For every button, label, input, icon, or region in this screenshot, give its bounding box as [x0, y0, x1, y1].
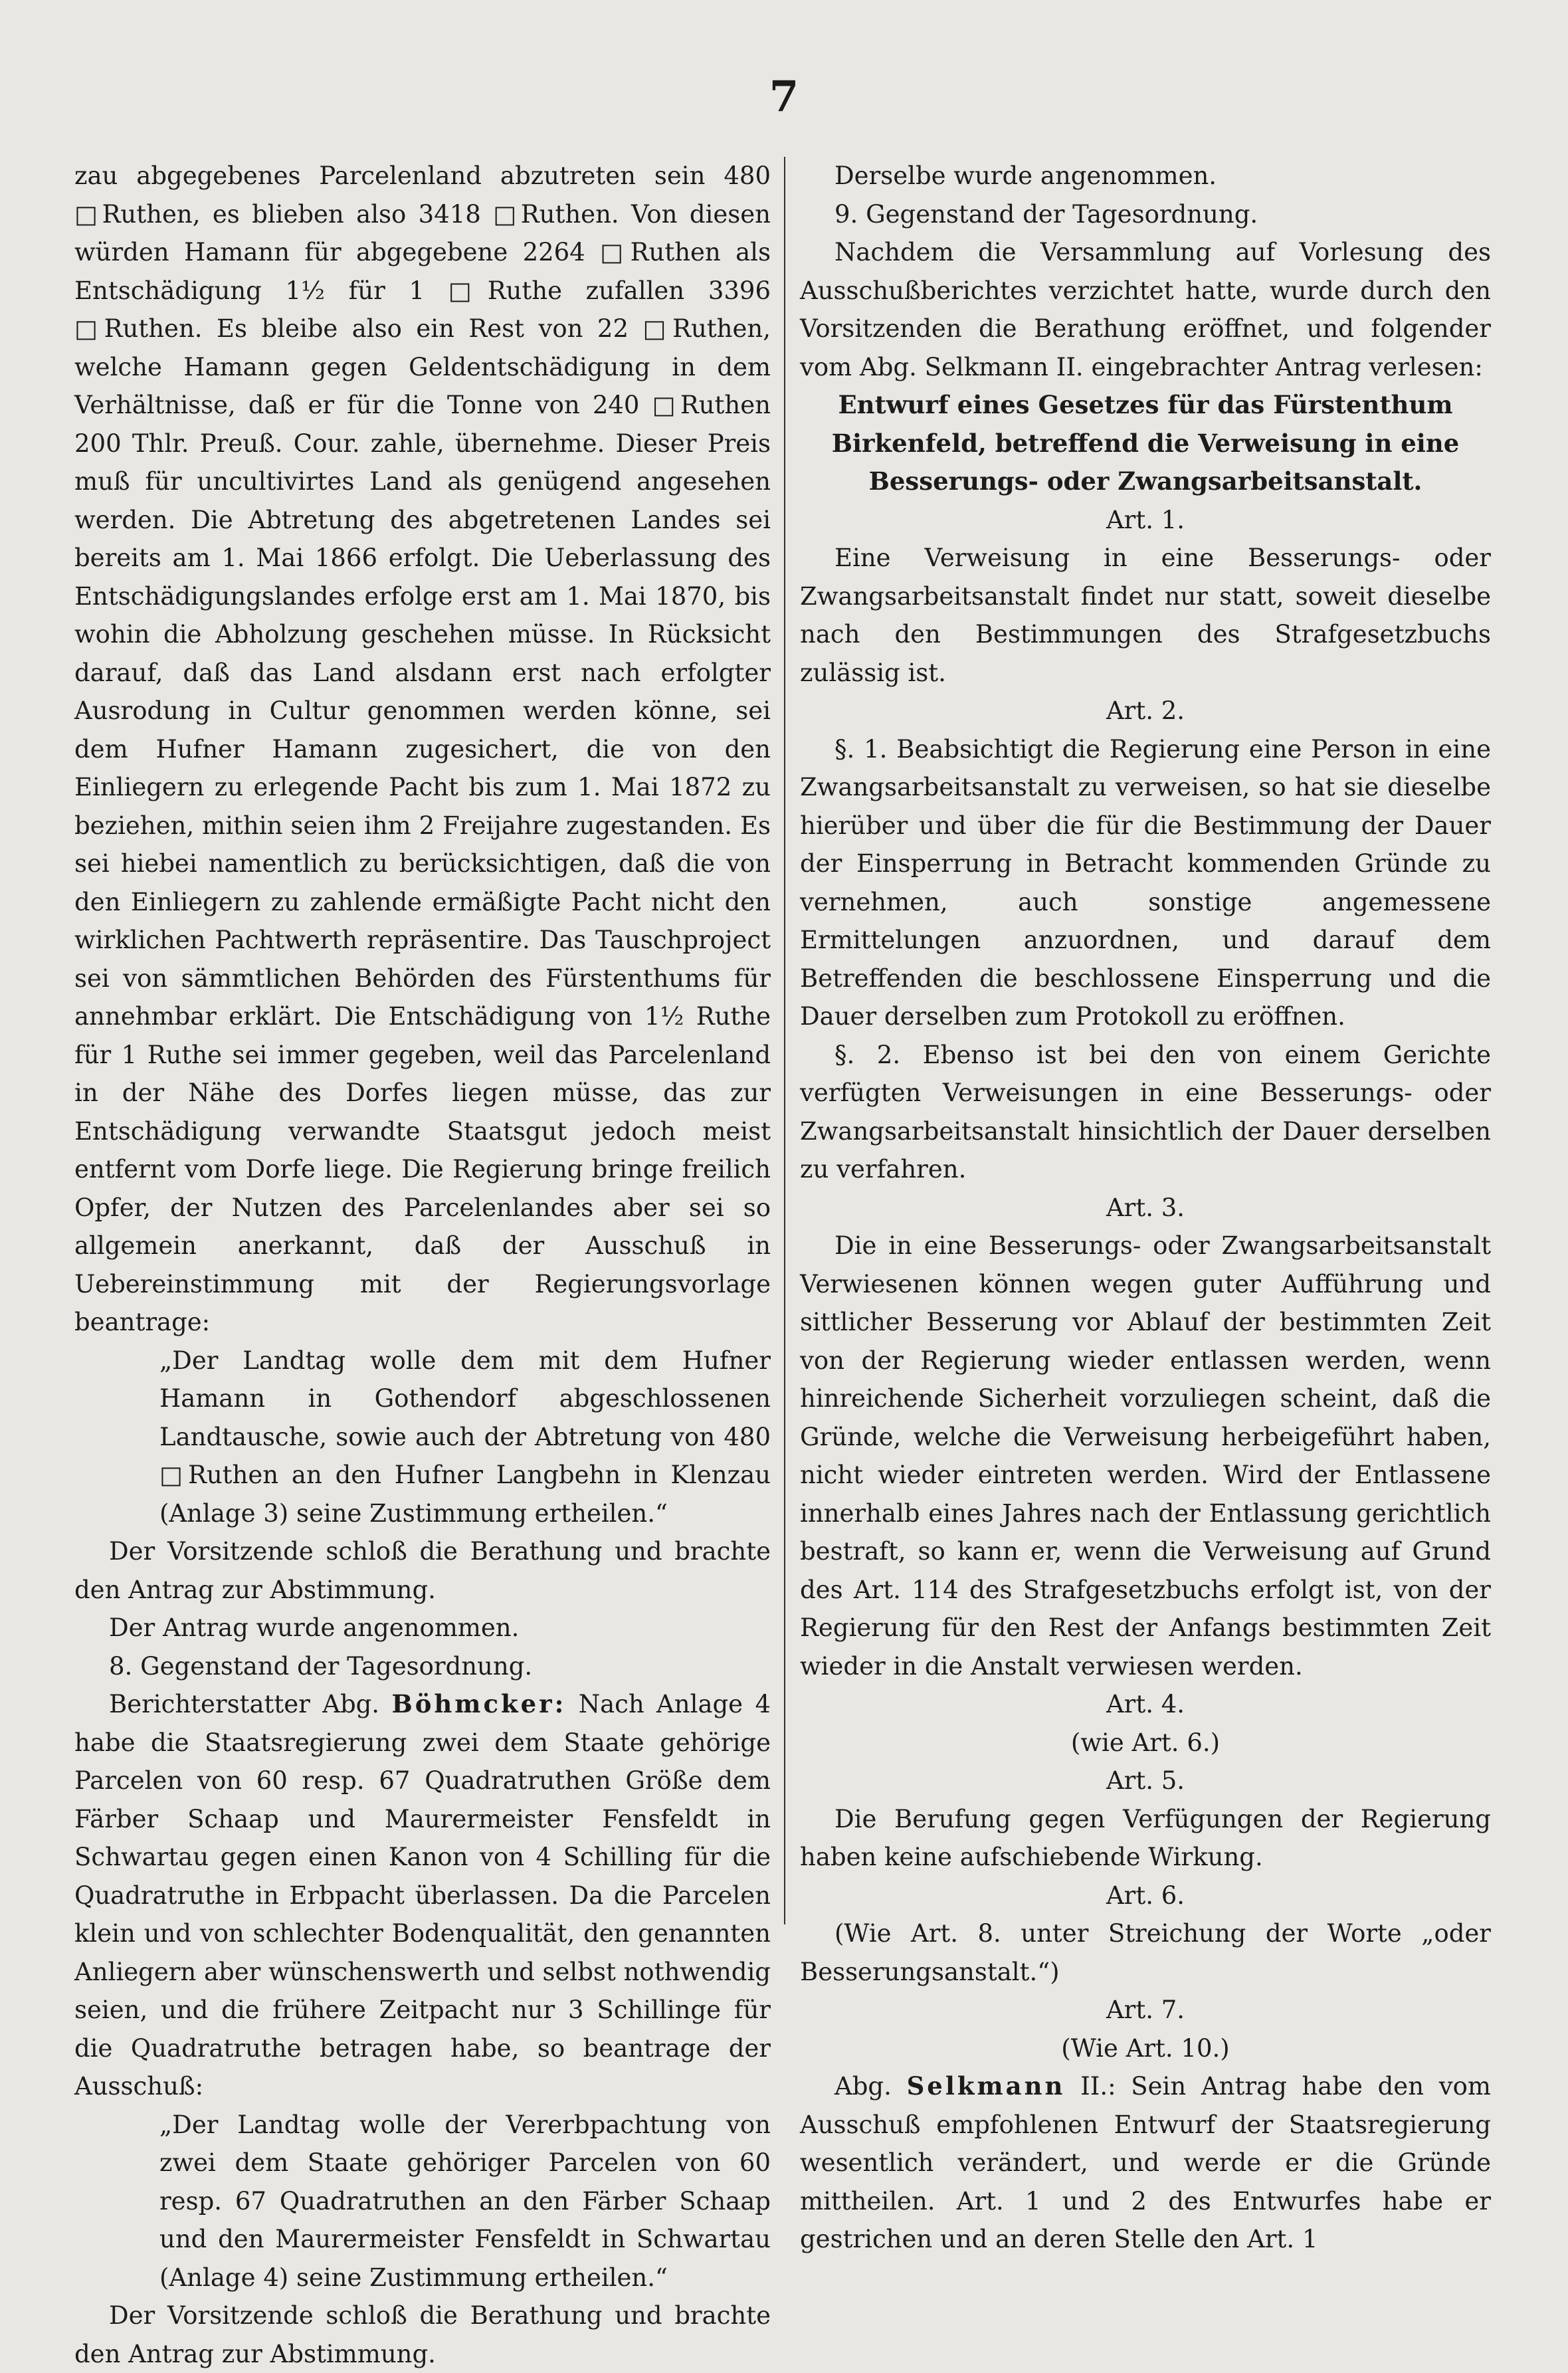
article-1-heading: Art. 1.	[1106, 505, 1185, 534]
article-3-text: Die in eine Besserungs- oder Zwangsarbeitsanstalt Verwiesenen können wegen guter Aufführung und sittlicher Besserung vor Ablauf der bestimmten Zeit von der Regierung wieder entlassen werden, wenn hinreichende Sicherheit vorzuliegen scheint, daß die Gründe, welche die Verweisung herbeigeführt haben, nicht wieder eintreten werden. Wird der Entlassene innerhalb eines Jahres nach der Entlassung gerichtlich bestraft, so kann er, wenn die Verweisung auf Grund des Art. 114 des Strafgesetzbuchs erfolgt ist, von der Regierung für den Rest der Anfangs bestimmten Zeit wieder in die Anstalt verwiesen werden.	[800, 1231, 1491, 1681]
rapporteur-text: Nach Anlage 4 habe die Staatsregierung zwei dem Staate gehörige Parcelen von 60 resp. 67 Quadratruthen Größe dem Färber Schaap und Maurermeister Fensfeldt in Schwartau gegen einen Kanon von 4 Schilling für die Quadratruthe in Erbpacht überlassen. Da die Parcelen klein und von schlechter Bodenqualität, den genannten Anliegern aber wünschenswerth und selbst nothwendig seien, und die frühere Zeitpacht nur 3 Schillinge für die Quadratruthe betragen habe, so beantrage der Ausschuß:	[74, 1690, 771, 2101]
column-divider	[784, 157, 785, 1924]
draft-law-title: Entwurf eines Gesetzes für das Fürstenthum Birkenfeld, betreffend die Verweisung in eine Besserungs- oder Zwangsarbeitsanstalt.	[831, 390, 1460, 496]
paragraph-same-accepted: Derselbe wurde angenommen.	[834, 161, 1217, 190]
article-1-text: Eine Verweisung in eine Besserungs- oder Zwangsarbeitsanstalt findet nur statt, soweit dieselbe nach den Bestimmungen des Strafgesetzbuchs zulässig ist.	[800, 544, 1491, 687]
paragraph-motion-accepted: Der Antrag wurde angenommen.	[109, 1613, 520, 1642]
paragraph-chair-closes-debate-2: Der Vorsitzende schloß die Berathung und brachte den Antrag zur Abstimmung.	[74, 2301, 771, 2368]
article-3-heading: Art. 3.	[1106, 1193, 1185, 1222]
left-column	[74, 157, 771, 2373]
paragraph-boehmcker-report	[74, 1685, 771, 2106]
speaker-label: Abg.	[834, 2072, 892, 2101]
paragraph-agenda-item-8: 8. Gegenstand der Tagesordnung.	[109, 1651, 533, 1681]
paragraph-agenda-item-9: 9. Gegenstand der Tagesordnung.	[834, 199, 1258, 229]
article-6-text: (Wie Art. 8. unter Streichung der Worte „oder Besserungsanstalt.“)	[800, 1919, 1491, 1986]
article-7-heading: Art. 7.	[1106, 1996, 1185, 2024]
paragraph-exchange-report: zau abgegebenes Parcelenland abzutreten sein 480 □Ruthen, es blieben also 3418 □Ruthen. Von diesen würden Hamann für abgegebene 2264 □Ruthen als Entschädigung 1½ für 1 □Ruthe zufallen 3396 □Ruthen. Es bleibe also ein Rest von 22 □Ruthen, welche Hamann gegen Geldentschädigung in dem Verhältnisse, daß er für die Tonne von 240 □Ruthen 200 Thlr. Preuß. Cour. zahle, übernehme. Dieser Preis muß für uncultivirtes Land als genügend angesehen werden. Die Abtretung des abgetretenen Landes sei bereits am 1. Mai 1866 erfolgt. Die Ueberlassung des Entschädigungslandes erfolge erst am 1. Mai 1870, bis wohin die Abholzung geschehen müsse. In Rücksicht darauf, daß das Land alsdann erst nach erfolgter Ausrodung in Cultur genommen werden könne, sei dem Hufner Hamann zugesichert, die von den Einliegern zu erlegende Pacht bis zum 1. Mai 1872 zu beziehen, mithin seien ihm 2 Freijahre zugestanden. Es sei hiebei namentlich zu berücksichtigen, daß die von den Einliegern zu zahlende ermäßigte Pacht nicht den wirklichen Pachtwerth repräsentire. Das Tauschproject sei von sämmtlichen Behörden des Fürstenthums für annehmbar erklärt. Die Entschädigung von 1½ Ruthe für 1 Ruthe sei immer gegeben, weil das Parcelenland in der Nähe des Dorfes liegen müsse, das zur Entschädigung verwandte Staatsgut jedoch meist entfernt vom Dorfe liege. Die Regierung bringe freilich Opfer, der Nutzen des Parcelenlandes aber sei so allgemein anerkannt, daß der Ausschuß in Uebereinstimmung mit der Regierungsvorlage beantrage:	[74, 161, 771, 1336]
paragraph-chair-closes-debate: Der Vorsitzende schloß die Berathung und brachte den Antrag zur Abstimmung.	[74, 1537, 771, 1604]
article-2-section-2: §. 2. Ebenso ist bei den von einem Gerichte verfügten Verweisungen in eine Besserungs- oder Zwangsarbeitsanstalt hinsichtlich der Dauer derselben zu verfahren.	[800, 1040, 1491, 1184]
article-7-text: (Wie Art. 10.)	[1061, 2033, 1230, 2063]
paragraph-motion-read: Nachdem die Versammlung auf Vorlesung des Ausschußberichtes verzichtet hatte, wurde durch den Vorsitzenden die Berathung eröffnet, und folgender vom Abg. Selkmann II. eingebrachter Antrag verlesen:	[800, 238, 1491, 381]
paragraph-selkmann-statement	[800, 2067, 1491, 2259]
page-number: 7	[769, 72, 799, 122]
article-4-text: (wie Art. 6.)	[1070, 1728, 1221, 1757]
article-2-heading: Art. 2.	[1106, 696, 1185, 725]
speaker-text: II.: Sein Antrag habe den vom Ausschuß empfohlenen Entwurf der Staatsregierung wesentlich verändert, und werde er die Gründe mittheilen. Art. 1 und 2 des Entwurfes habe er gestrichen und an deren Stelle den Art. 1	[800, 2072, 1491, 2253]
resolution-quote-schaap: „Der Landtag wolle der Vererbpachtung von zwei dem Staate gehöriger Parcelen von 60 resp. 67 Quadratruthen an den Färber Schaap und den Maurermeister Fensfeldt in Schwartau (Anlage 4) seine Zustimmung ertheilen.“	[159, 2110, 771, 2292]
speaker-name: Selkmann	[906, 2071, 1066, 2101]
article-2-section-1: §. 1. Beabsichtigt die Regierung eine Person in eine Zwangsarbeitsanstalt zu verweisen, so hat sie dieselbe hierüber und über die für die Bestimmung der Dauer der Einsperrung in Betracht kommenden Gründe zu vernehmen, auch sonstige angemessene Ermittelungen anzuordnen, und darauf dem Betreffenden die beschlossene Einsperrung und die Dauer derselben zum Protokoll zu eröffnen.	[800, 734, 1491, 1031]
article-5-text: Die Berufung gegen Verfügungen der Regierung haben keine aufschiebende Wirkung.	[800, 1804, 1491, 1871]
article-6-heading: Art. 6.	[1106, 1881, 1185, 1910]
article-4-heading: Art. 4.	[1106, 1690, 1185, 1718]
rapporteur-name: Böhmcker:	[391, 1689, 567, 1718]
right-column	[800, 157, 1491, 2259]
resolution-quote-hamann: „Der Landtag wolle dem mit dem Hufner Hamann in Gothendorf abgeschlossenen Landtausche, sowie auch der Abtretung von 480 □Ruthen an den Hufner Langbehn in Klenzau (Anlage 3) seine Zustimmung ertheilen.“	[159, 1346, 771, 1528]
rapporteur-label: Berichterstatter Abg.	[109, 1690, 380, 1718]
article-5-heading: Art. 5.	[1106, 1766, 1185, 1795]
